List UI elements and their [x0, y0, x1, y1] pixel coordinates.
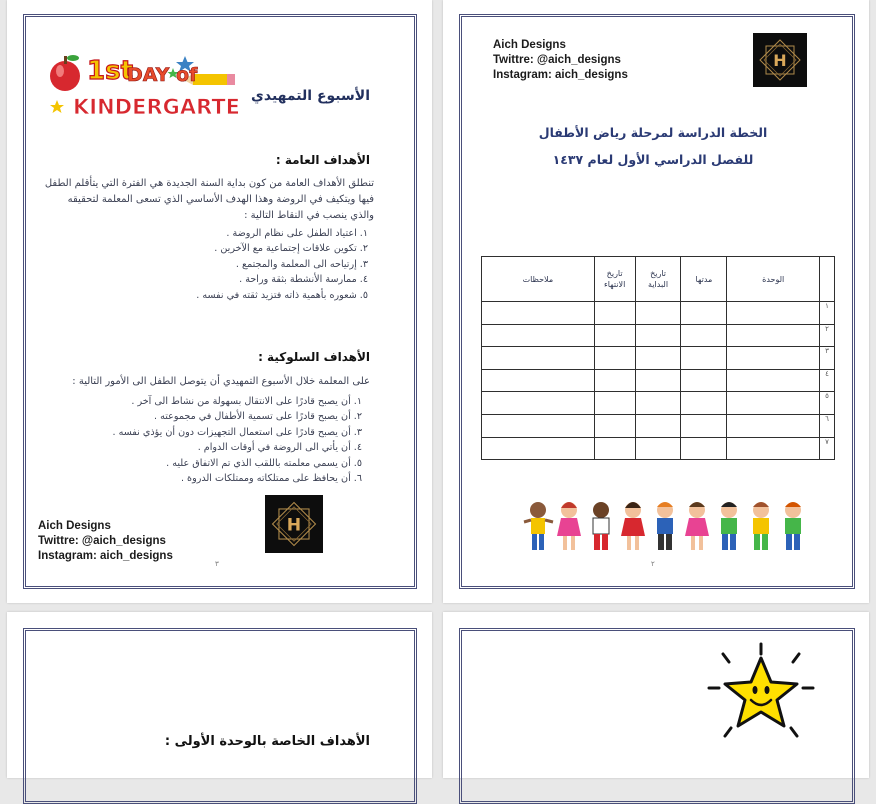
table-cell[interactable]: [482, 347, 595, 370]
paragraph-line: فيها ويتكيف في الروضة وهذا الهدف الأساسي الذي تسعى المعلمة لتحقيقه: [67, 194, 374, 205]
child-figure: [785, 502, 801, 550]
list-item: ٥. أن يسمي معلمته باللقب الذي تم الاتفاق عليه .: [166, 457, 362, 469]
child-figure: [557, 502, 581, 550]
table-cell[interactable]: [594, 392, 635, 415]
svg-text:H: H: [286, 515, 302, 536]
unit-one-goals-heading: الأهداف الخاصة بالوحدة الأولى :: [164, 734, 370, 749]
table-cell[interactable]: [727, 302, 820, 325]
child-figure: [657, 502, 673, 550]
table-cell[interactable]: [727, 437, 820, 460]
table-cell[interactable]: [635, 302, 681, 325]
table-cell[interactable]: [681, 414, 727, 437]
smiling-star-icon: [705, 640, 817, 748]
table-row: [482, 414, 835, 437]
list-item: ٣. إرتياحه الى المعلمة والمجتمع .: [235, 258, 368, 270]
table-row: [482, 369, 835, 392]
header-end-line1: تاريخ: [606, 269, 623, 278]
brand-block: [38, 519, 173, 564]
table-cell[interactable]: [727, 324, 820, 347]
page-unit-one-goals: [7, 612, 432, 778]
row-number: ١: [820, 302, 835, 325]
children-illustration: [521, 498, 811, 554]
table-cell[interactable]: [594, 347, 635, 370]
header-number: [820, 257, 835, 302]
header-notes: ملاحظات: [482, 257, 595, 302]
kindergarten-logo: [45, 48, 240, 128]
page-study-plan: [443, 0, 869, 603]
svg-text:H: H: [773, 51, 787, 70]
header-end-date: [594, 257, 635, 302]
behavior-goals-list: [112, 394, 362, 486]
paragraph-line: تنطلق الأهداف العامة من كون بداية السنة الجديدة هي الفترة التي يتأقلم الطفل: [44, 178, 374, 189]
table-cell[interactable]: [727, 347, 820, 370]
table-row: [482, 302, 835, 325]
general-goals-paragraph: [29, 176, 374, 224]
row-number: ٦: [820, 414, 835, 437]
brand-twitter: Twittre: @aich_designs: [493, 54, 621, 66]
general-goals-list: [196, 226, 368, 303]
table-cell[interactable]: [635, 414, 681, 437]
table-cell[interactable]: [594, 324, 635, 347]
table-header-row: [482, 257, 835, 302]
plan-title-line1: الخطة الدراسة لمرحلة رياض الأطفال: [538, 125, 768, 140]
list-item: ٤. أن يأتي الى الروضة في أوقات الدوام .: [197, 442, 362, 454]
svg-text:DAY of: DAY of: [127, 64, 198, 86]
table-cell[interactable]: [594, 437, 635, 460]
row-number: ٤: [820, 369, 835, 392]
table-cell[interactable]: [594, 414, 635, 437]
brand-block: [493, 38, 628, 83]
list-item: ١. اعتياد الطفل على نظام الروضة .: [226, 228, 368, 239]
header-start-date: [635, 257, 681, 302]
table-cell[interactable]: [482, 302, 595, 325]
behavior-goals-intro: على المعلمة خلال الأسبوع التمهيدي أن يتوصل الطفل الى الأمور التالية :: [72, 376, 370, 387]
table-cell[interactable]: [482, 324, 595, 347]
table-cell[interactable]: [635, 392, 681, 415]
page-introductory-week: [7, 0, 432, 603]
table-cell[interactable]: [681, 392, 727, 415]
behavior-goals-heading: الأهداف السلوكية :: [258, 350, 370, 364]
paragraph-line: والذي ينصب في النقاط التالية :: [244, 210, 374, 221]
table-cell[interactable]: [727, 392, 820, 415]
table-cell[interactable]: [482, 414, 595, 437]
table-cell[interactable]: [482, 369, 595, 392]
list-item: ٢. أن يصبح قادرًا على تسمية الأطفال في مجموعته .: [154, 411, 362, 423]
brand-h-icon: [753, 33, 807, 87]
table-row: [482, 392, 835, 415]
table-cell[interactable]: [594, 302, 635, 325]
header-duration: مدتها: [681, 257, 727, 302]
table-row: [482, 324, 835, 347]
brand-twitter: Twittre: @aich_designs: [38, 535, 166, 547]
general-goals-heading: الأهداف العامة :: [275, 153, 370, 167]
row-number: ٧: [820, 437, 835, 460]
table-row: [482, 347, 835, 370]
page-number: ٣: [215, 560, 219, 568]
row-number: ٣: [820, 347, 835, 370]
kindergarten-logo-art: [45, 48, 240, 128]
brand-h-icon: [265, 495, 323, 553]
svg-text:KINDERGARTEN: KINDERGARTEN: [73, 95, 240, 119]
table-cell[interactable]: [681, 347, 727, 370]
header-end-line2: الانتهاء: [603, 280, 626, 289]
child-figure: [685, 502, 709, 550]
child-figure: [593, 502, 609, 550]
child-figure: [621, 502, 645, 550]
header-start-line2: البداية: [648, 280, 669, 289]
page-number: ٢: [651, 560, 655, 568]
brand-name: Aich Designs: [493, 39, 566, 51]
table-cell[interactable]: [681, 324, 727, 347]
page-star: [443, 612, 869, 778]
table-cell[interactable]: [635, 347, 681, 370]
plan-title-line2: للفصل الدراسي الأول لعام ١٤٣٧: [552, 152, 754, 167]
table-cell[interactable]: [482, 392, 595, 415]
brand-instagram: Instagram: aich_designs: [493, 69, 628, 81]
page-title: الأسبوع التمهيدي: [251, 88, 370, 104]
list-item: ٦. أن يحافظ على ممتلكاته وممتلكات الدروة .: [180, 473, 362, 485]
child-figure: [721, 502, 737, 550]
child-figure: [753, 502, 769, 550]
row-number: ٢: [820, 324, 835, 347]
study-plan-table: [481, 256, 835, 460]
table-cell[interactable]: [681, 302, 727, 325]
brand-name: Aich Designs: [38, 520, 111, 532]
table-cell[interactable]: [727, 369, 820, 392]
brand-instagram: Instagram: aich_designs: [38, 550, 173, 562]
table-cell[interactable]: [482, 437, 595, 460]
table-row: [482, 437, 835, 460]
table-cell[interactable]: [681, 369, 727, 392]
child-figure: [524, 502, 553, 550]
table-cell[interactable]: [727, 414, 820, 437]
table-cell[interactable]: [594, 369, 635, 392]
table-cell[interactable]: [635, 437, 681, 460]
table-cell[interactable]: [635, 324, 681, 347]
header-start-line1: تاريخ: [650, 269, 666, 278]
row-number: ٥: [820, 392, 835, 415]
svg-text:1st: 1st: [87, 56, 133, 86]
list-item: ٥. شعوره بأهمية ذاته فتزيد ثقته في نفسه .: [196, 289, 368, 301]
header-unit: الوحدة: [727, 257, 820, 302]
table-cell[interactable]: [681, 437, 727, 460]
list-item: ٣. أن يصبح قادرًا على استعمال التجهيزات دون أن يؤذي نفسه .: [112, 426, 362, 438]
list-item: ٤. ممارسة الأنشطة بثقة وراحة .: [239, 274, 368, 286]
table-cell[interactable]: [635, 369, 681, 392]
list-item: ٢. تكوين علاقات إجتماعية مع الآخرين .: [214, 243, 368, 255]
list-item: ١. أن يصبح قادرًا على الانتقال بسهولة من نشاط الى آخر .: [131, 396, 362, 407]
